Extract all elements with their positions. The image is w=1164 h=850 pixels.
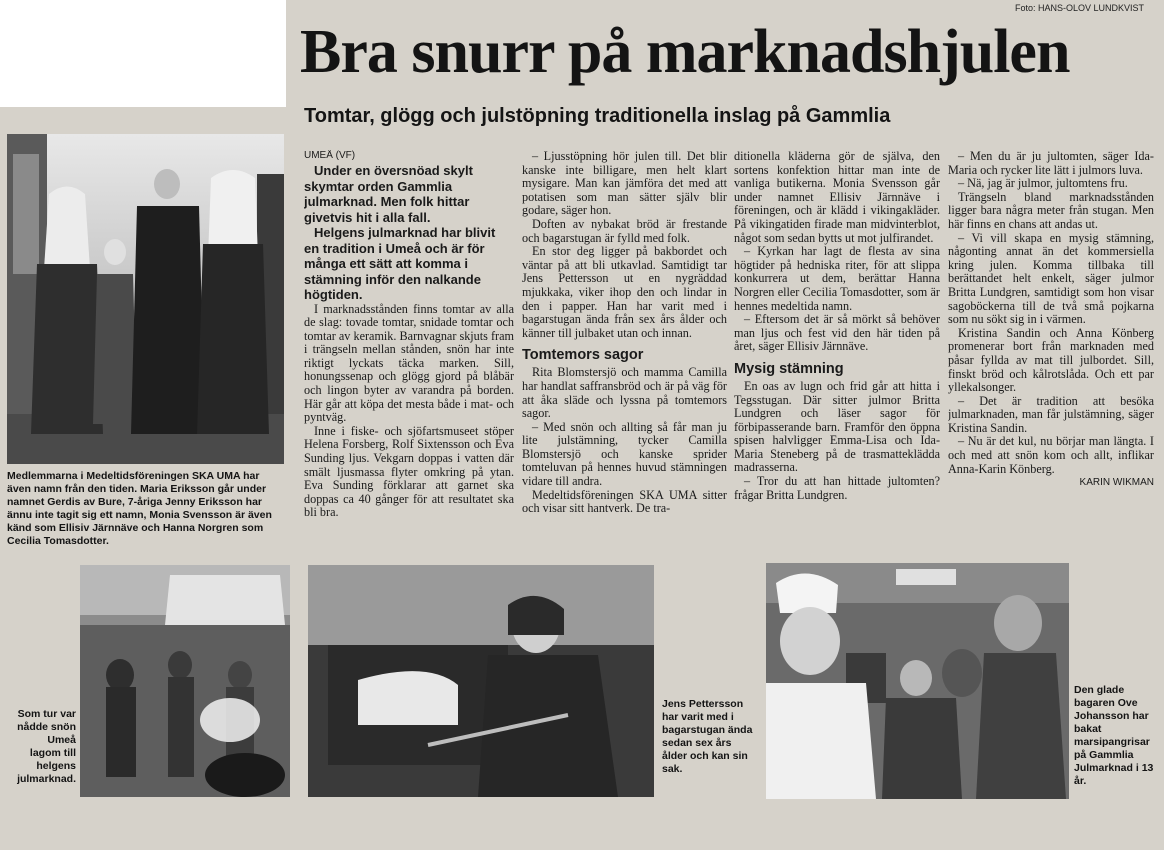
body-paragraph: – Det är tradition att besöka julmarknaden, man får julstämning, säger Kristina Sandin. [948, 393, 1154, 435]
body-paragraph: ditionella kläderna gör de själva, den sortens konfektion hittar man inte de vanliga butikerna. Monia Svensson går under namnet Ellisiv Järnnäve i föreningen, och är klädd i vikingakläder. På vikingatiden firade man midvinterblot, något som sedan bytts ut mot julfirandet. [734, 150, 940, 245]
body-paragraph: – Ljusstöpning hör julen till. Det blir kanske inte billigare, men helt klart mysigare. Man kan jämföra det med att potatisen som man sätter själv blir godare, säger hon. [522, 150, 727, 218]
body-paragraph: Kristina Sandin och Anna Könberg promenerar bort från marknaden med påsar fyllda av mat till julbordet. Sill, finskt bröd och kålrotslåda. Och ett par yllekalsonger. [948, 325, 1154, 395]
article-column-3 [734, 150, 940, 555]
body-paragraph: – Nä, jag är julmor, jultomtens fru. [958, 176, 1128, 191]
article-column-2 [522, 150, 727, 555]
caption-medieval-members: Medlemmarna i Medeltidsföreningen SKA UMA har även namn från den tiden. Maria Eriksson går under namnet Gerdis av Bure, 7-åriga Jenny Eriksson har ännu inte tagit sig ett namn, Monia Svensson är även känd som Ellisiv Järnnäve och Hanna Norgren som Cecilia Tomasdotter. [7, 470, 272, 547]
body-paragraph: – Vi vill skapa en mysig stämning, någonting annat än det kommersiella kring julen. Komma tillbaka till berättandet helt enkelt, säger julmor Britta Lundgren, samtidigt som hon visar sagoböckerna till de två små pojkarna som nu sökt sig in i värmen. [948, 230, 1154, 327]
body-paragraph: En stor deg ligger på bakbordet och väntar på att bli utkavlad. Samtidigt tar Jens Pettersson ut en nygräddad mjukkaka, viker ihop den och lindar in den i papper. Han har varit med i bagarstugan ända från sex års ålder och känner till julbaket utan och innan. [522, 244, 727, 340]
photo-credit: Foto: HANS-OLOV LUNDKVIST [1014, 3, 1144, 13]
subheadline: Tomtar, glögg och julstöpning traditionella inslag på Gammlia [304, 105, 891, 127]
lead-paragraph-2: Helgens julmarknad har blivit en tradition i Umeå och är för många ett sätt att komma i stämning inför den nalkande högtiden. [304, 225, 496, 302]
body-paragraph: – Nu är det kul, nu börjar man längta. I och med att snön kom och allt, inflikar Anna-Karin Könberg. [948, 434, 1154, 476]
photo-snow-market [80, 565, 290, 797]
subhead-tomtemors-sagor: Tomtemors sagor [522, 347, 644, 364]
body-paragraph: I marknadsstånden finns tomtar av alla de slag: tovade tomtar, snidade tomtar och tomtar av keramik. Barnvagnar skjuts fram i trängseln mellan stånden, snön har inte riktigt lyckats täcka marken. Sill, honungssenap och glögg gjord på blåbär och lingon byter av varandra på borden. Här går att köpa det mesta både i mat- och pyntväg. [304, 301, 514, 425]
photo-bakery-oven [308, 565, 654, 797]
body-paragraph: – Med snön och allting så får man ju lite julstämning, tycker Camilla Blomstersjö och kanske sprider tomteluvan på hennes huvud stämningen vidare till andra. [522, 419, 727, 489]
body-paragraph: – Kyrkan har lagt de flesta av sina högtider på hedniska riter, för att slippa konkurrera ut dem, berättar Hanna Norgren eller Cecilia Tomasdotter, som är hennes medeltida namn. [734, 244, 940, 313]
dateline: UMEÅ (VF) [304, 150, 356, 161]
headline: Bra snurr på marknadshjulen [300, 18, 1070, 86]
body-paragraph: – Men du är ju jultomten, säger Ida-Maria och rycker lite lätt i julmors luva. [948, 150, 1154, 177]
photo-medieval-members [7, 134, 284, 464]
article-column-1 [304, 150, 514, 550]
article-column-4 [948, 150, 1154, 555]
byline: KARIN WIKMAN [1079, 477, 1154, 489]
body-paragraph: – Eftersom det är så mörkt så behöver man ljus och fest vid den här tiden på året, säger Ellisiv Järnnäve. [734, 312, 940, 354]
body-paragraph: Medeltidsföreningen SKA UMA sitter och visar sitt hantverk. De tra- [522, 487, 727, 516]
body-paragraph: – Tror du att han hittade jultomten? frågar Britta Lundgren. [734, 474, 940, 502]
body-paragraph: En oas av lugn och frid går att hitta i Tegsstugan. Där sitter julmor Britta Lundgren och läser sagor för förbipasserande barn. Framför den öppna spisen halvligger Emma-Lisa och Ida-Maria Steneberg på de trasmatteklädda madrasserna. [734, 378, 940, 475]
subhead-mysig-stamning: Mysig stämning [734, 360, 844, 377]
blank-corner [0, 0, 286, 107]
caption-bakery-oven: Jens Pettersson har varit med i bagarstugan ända sedan sex års ålder och kan sin sak. [662, 698, 753, 775]
body-paragraph: Rita Blomstersjö och mamma Camilla har handlat saffransbröd och är på väg för att åka släde och lyssna på tomtemors sagor. [522, 365, 727, 421]
body-paragraph: Inne i fiske- och sjöfartsmuseet stöper Helena Forsberg, Rolf Sixtensson och Eva Sunding ljus. Vekgarn doppas i vatten där smält ljusmassa flyter omkring på ytan. Eva Sunding förklarar att garnet ska doppas ca 40 gånger för att resultatet ska bli bra. [304, 423, 514, 520]
photo-baker [766, 563, 1069, 799]
caption-baker: Den glade bagaren Ove Johansson har bakat marsipangrisar på Gammlia Julmarknad i 13 år. [1074, 684, 1154, 787]
body-paragraph: Doften av nybakat bröd är frestande och bagarstugan är fylld med folk. [522, 216, 727, 245]
caption-snow-market: Som tur var nådde snön Umeå lagom till helgens julmarknad. [17, 708, 76, 785]
lead-paragraph-1: Under en översnöad skylt skymtar orden Gammlia julmarknad. Men folk hittar givetvis hit i alla fall. [304, 163, 473, 225]
body-paragraph: Trängseln bland marknadsstånden ligger bara några meter från stugan. Men här finns en chans att andas ut. [948, 189, 1154, 231]
